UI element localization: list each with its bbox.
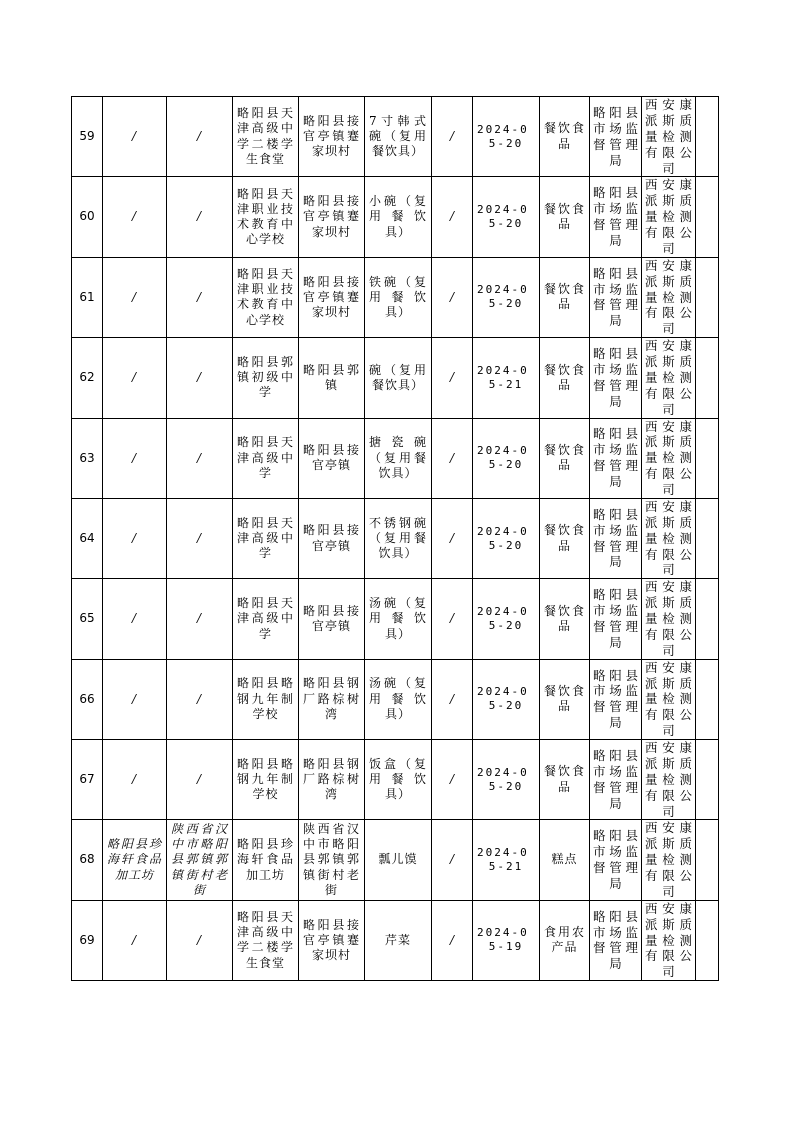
cell-testing-agency <box>642 338 696 418</box>
org-text: 略阳县市场监督管理局 <box>593 185 638 248</box>
spec-text: / <box>449 611 455 626</box>
sampled-unit-text: 略阳县天津高级中学 <box>237 515 294 561</box>
producer-addr-text: / <box>196 932 203 947</box>
cell-sampled-address <box>299 257 365 337</box>
producer-addr-text: / <box>196 129 203 144</box>
cell-category <box>540 498 590 578</box>
food-text: 小碗（复用餐饮具） <box>369 194 427 239</box>
producer-addr-text: / <box>196 370 203 385</box>
producer-text: / <box>131 530 138 545</box>
cell-note <box>696 97 719 177</box>
spec-text: / <box>449 450 455 465</box>
cell-producer-name <box>103 338 167 418</box>
cell-specification <box>432 579 473 659</box>
cell-sampled-unit <box>233 338 299 418</box>
date-text: 2024-05-21 <box>477 846 529 874</box>
table-row <box>72 177 719 257</box>
cell-task-source <box>590 177 642 257</box>
cell-date <box>473 659 540 739</box>
no-text: 68 <box>79 852 95 867</box>
cell-date <box>473 579 540 659</box>
cell-category <box>540 900 590 980</box>
cell-note <box>696 659 719 739</box>
cell-task-source <box>590 579 642 659</box>
cell-sampled-unit <box>233 418 299 498</box>
category-text: 餐饮食品 <box>544 684 585 714</box>
cell-producer-name <box>103 498 167 578</box>
table-row <box>72 659 719 739</box>
food-text: 7寸韩式碗（复用餐饮具） <box>369 113 427 159</box>
cell-food-name <box>365 97 432 177</box>
category-text: 餐饮食品 <box>544 603 585 633</box>
date-text: 2024-05-21 <box>477 363 529 391</box>
cell-category <box>540 338 590 418</box>
sampled-unit-text: 略阳县天津职业技术教育中心学校 <box>237 186 294 247</box>
cell-producer-name <box>103 659 167 739</box>
cell-date <box>473 900 540 980</box>
cell-task-source <box>590 418 642 498</box>
sampled-unit-text: 略阳县天津职业技术教育中心学校 <box>237 266 294 327</box>
cell-producer-address <box>167 257 233 337</box>
cell-testing-agency <box>642 659 696 739</box>
lab-text: 西安康派斯质量检测有限公司 <box>645 97 692 176</box>
org-text: 略阳县市场监督管理局 <box>593 265 638 329</box>
cell-serial-number <box>72 498 103 578</box>
cell-date <box>473 338 540 418</box>
spec-text: / <box>449 932 455 947</box>
cell-producer-address <box>167 820 233 900</box>
no-text: 60 <box>79 209 95 224</box>
cell-producer-name <box>103 418 167 498</box>
producer-text: / <box>131 209 138 224</box>
sampled-unit-text: 略阳县珍海轩食品加工坊 <box>237 837 294 882</box>
category-text: 餐饮食品 <box>544 764 585 794</box>
org-text: 略阳县市场监督管理局 <box>593 908 638 972</box>
cell-note <box>696 338 719 418</box>
spec-text: / <box>449 852 455 867</box>
table-row <box>72 900 719 980</box>
sampled-unit-text: 略阳县天津高级中学 <box>237 435 294 480</box>
cell-sampled-address <box>299 579 365 659</box>
cell-producer-address <box>167 659 233 739</box>
producer-text: / <box>131 932 138 947</box>
date-text: 2024-05-19 <box>477 926 529 954</box>
cell-category <box>540 659 590 739</box>
lab-text: 西安康派斯质量检测有限公司 <box>645 900 692 980</box>
org-text: 略阳县市场监督管理局 <box>593 346 638 409</box>
lab-text: 西安康派斯质量检测有限公司 <box>645 338 692 417</box>
category-text: 食用农产品 <box>544 925 585 955</box>
spec-text: / <box>449 530 455 545</box>
cell-note <box>696 498 719 578</box>
cell-sampled-address <box>299 97 365 177</box>
spec-text: / <box>449 209 455 224</box>
cell-producer-address <box>167 900 233 980</box>
date-text: 2024-05-20 <box>477 685 529 713</box>
cell-specification <box>432 177 473 257</box>
spec-text: / <box>449 370 455 385</box>
category-text: 餐饮食品 <box>544 282 585 312</box>
org-text: 略阳县市场监督管理局 <box>593 426 638 490</box>
cell-task-source <box>590 820 642 900</box>
cell-task-source <box>590 900 642 980</box>
food-text: 芹菜 <box>384 932 411 947</box>
producer-addr-text: / <box>196 772 203 787</box>
cell-serial-number <box>72 257 103 337</box>
cell-sampled-address <box>299 820 365 900</box>
date-text: 2024-05-20 <box>477 122 529 150</box>
producer-addr-text: 陕西省汉中市略阳县郭镇郭镇街村老街 <box>171 821 228 897</box>
cell-note <box>696 900 719 980</box>
cell-category <box>540 579 590 659</box>
spec-text: / <box>449 289 455 304</box>
cell-testing-agency <box>642 900 696 980</box>
no-text: 69 <box>79 932 95 947</box>
cell-testing-agency <box>642 177 696 257</box>
table-row <box>72 820 719 900</box>
table-row <box>72 97 719 177</box>
cell-producer-address <box>167 177 233 257</box>
cell-sampled-address <box>299 900 365 980</box>
cell-serial-number <box>72 740 103 820</box>
no-text: 64 <box>79 530 95 545</box>
cell-note <box>696 579 719 659</box>
producer-text: / <box>131 129 138 144</box>
cell-category <box>540 418 590 498</box>
cell-sampled-unit <box>233 498 299 578</box>
cell-task-source <box>590 498 642 578</box>
cell-producer-name <box>103 257 167 337</box>
org-text: 略阳县市场监督管理局 <box>593 828 638 891</box>
spec-text: / <box>449 772 455 787</box>
lab-text: 西安康派斯质量检测有限公司 <box>645 418 692 497</box>
food-text: 汤碗（复用餐饮具） <box>369 676 427 721</box>
sampled-addr-text: 略阳县接官亭镇 <box>303 442 360 473</box>
sampled-addr-text: 略阳县接官亭镇 <box>303 603 360 633</box>
cell-specification <box>432 740 473 820</box>
food-text: 汤碗（复用餐饮具） <box>369 596 427 641</box>
sampled-addr-text: 略阳县郭镇 <box>303 362 360 392</box>
cell-specification <box>432 257 473 337</box>
cell-producer-address <box>167 97 233 177</box>
lab-text: 西安康派斯质量检测有限公司 <box>645 820 692 899</box>
cell-testing-agency <box>642 820 696 900</box>
cell-category <box>540 820 590 900</box>
cell-sampled-unit <box>233 579 299 659</box>
sampled-addr-text: 略阳县接官亭镇蹇家坝村 <box>303 113 360 159</box>
cell-sampled-unit <box>233 177 299 257</box>
cell-sampled-address <box>299 740 365 820</box>
cell-producer-name <box>103 177 167 257</box>
sampled-addr-text: 陕西省汉中市略阳县郭镇郭镇街村老街 <box>303 821 360 897</box>
category-text: 餐饮食品 <box>544 201 585 232</box>
cell-task-source <box>590 659 642 739</box>
sampled-addr-text: 略阳县接官亭镇蹇家坝村 <box>303 194 360 239</box>
sampled-unit-text: 略阳县天津高级中学二楼学生食堂 <box>237 909 294 970</box>
date-text: 2024-05-20 <box>477 444 529 472</box>
cell-sampled-unit <box>233 257 299 337</box>
cell-note <box>696 257 719 337</box>
producer-text: / <box>131 772 138 787</box>
cell-producer-name <box>103 97 167 177</box>
cell-testing-agency <box>642 97 696 177</box>
producer-addr-text: / <box>196 289 203 304</box>
cell-category <box>540 740 590 820</box>
cell-producer-address <box>167 498 233 578</box>
cell-producer-name <box>103 820 167 900</box>
cell-food-name <box>365 257 432 337</box>
cell-note <box>696 418 719 498</box>
cell-serial-number <box>72 418 103 498</box>
sampled-unit-text: 略阳县天津高级中学 <box>237 596 294 641</box>
org-text: 略阳县市场监督管理局 <box>593 667 638 731</box>
spec-text: / <box>449 691 455 706</box>
cell-task-source <box>590 97 642 177</box>
cell-sampled-unit <box>233 740 299 820</box>
food-text: 碗（复用餐饮具） <box>369 362 427 392</box>
cell-sampled-address <box>299 498 365 578</box>
sampled-unit-text: 略阳县郭镇初级中学 <box>237 354 294 400</box>
producer-addr-text: / <box>196 209 203 224</box>
no-text: 66 <box>79 691 95 706</box>
cell-food-name <box>365 900 432 980</box>
spec-text: / <box>449 129 455 144</box>
cell-serial-number <box>72 338 103 418</box>
cell-sampled-address <box>299 418 365 498</box>
table-row <box>72 418 719 498</box>
cell-producer-address <box>167 740 233 820</box>
cell-testing-agency <box>642 257 696 337</box>
cell-date <box>473 177 540 257</box>
producer-text: / <box>131 611 138 626</box>
sampling-results-table <box>71 96 719 981</box>
cell-date <box>473 257 540 337</box>
cell-food-name <box>365 659 432 739</box>
category-text: 餐饮食品 <box>544 121 585 151</box>
cell-food-name <box>365 820 432 900</box>
sampled-addr-text: 略阳县接官亭镇蹇家坝村 <box>303 274 360 320</box>
producer-addr-text: / <box>196 691 203 706</box>
food-text: 不锈钢碗（复用餐饮具） <box>369 515 427 561</box>
sampled-unit-text: 略阳县略钢九年制学校 <box>237 756 294 802</box>
producer-addr-text: / <box>196 611 203 626</box>
cell-producer-address <box>167 338 233 418</box>
cell-producer-name <box>103 900 167 980</box>
sampled-addr-text: 略阳县钢厂路棕树湾 <box>303 756 360 802</box>
cell-food-name <box>365 498 432 578</box>
no-text: 62 <box>79 370 95 385</box>
cell-food-name <box>365 177 432 257</box>
no-text: 67 <box>79 772 95 787</box>
category-text: 餐饮食品 <box>544 442 585 473</box>
cell-specification <box>432 659 473 739</box>
cell-testing-agency <box>642 498 696 578</box>
org-text: 略阳县市场监督管理局 <box>593 104 638 168</box>
cell-task-source <box>590 338 642 418</box>
cell-specification <box>432 338 473 418</box>
cell-sampled-address <box>299 659 365 739</box>
no-text: 61 <box>79 289 95 304</box>
cell-specification <box>432 418 473 498</box>
producer-addr-text: / <box>196 450 203 465</box>
cell-category <box>540 257 590 337</box>
cell-serial-number <box>72 820 103 900</box>
cell-note <box>696 740 719 820</box>
no-text: 65 <box>79 611 95 626</box>
cell-testing-agency <box>642 579 696 659</box>
cell-serial-number <box>72 579 103 659</box>
cell-date <box>473 820 540 900</box>
date-text: 2024-05-20 <box>477 604 529 632</box>
table-row <box>72 498 719 578</box>
lab-text: 西安康派斯质量检测有限公司 <box>645 177 692 256</box>
cell-serial-number <box>72 900 103 980</box>
cell-producer-name <box>103 740 167 820</box>
sampled-unit-text: 略阳县天津高级中学二楼学生食堂 <box>237 106 294 166</box>
category-text: 糕点 <box>551 852 578 867</box>
producer-text: / <box>131 691 138 706</box>
cell-food-name <box>365 338 432 418</box>
cell-task-source <box>590 740 642 820</box>
cell-sampled-unit <box>233 97 299 177</box>
food-text: 铁碗（复用餐饮具） <box>369 274 427 320</box>
cell-category <box>540 177 590 257</box>
cell-date <box>473 418 540 498</box>
producer-text: / <box>131 370 138 385</box>
lab-text: 西安康派斯质量检测有限公司 <box>645 498 692 578</box>
category-text: 餐饮食品 <box>544 362 585 392</box>
cell-sampled-unit <box>233 659 299 739</box>
cell-date <box>473 740 540 820</box>
cell-specification <box>432 820 473 900</box>
food-text: 饭盒（复用餐饮具） <box>369 756 427 802</box>
table-row <box>72 579 719 659</box>
cell-note <box>696 177 719 257</box>
cell-task-source <box>590 257 642 337</box>
cell-producer-address <box>167 579 233 659</box>
sampled-addr-text: 略阳县钢厂路棕树湾 <box>303 676 360 721</box>
category-text: 餐饮食品 <box>544 523 585 553</box>
sampled-addr-text: 略阳县接官亭镇 <box>303 523 360 553</box>
cell-serial-number <box>72 97 103 177</box>
cell-testing-agency <box>642 740 696 820</box>
sampled-addr-text: 略阳县接官亭镇蹇家坝村 <box>303 917 360 963</box>
cell-sampled-address <box>299 338 365 418</box>
cell-specification <box>432 498 473 578</box>
cell-serial-number <box>72 177 103 257</box>
cell-food-name <box>365 740 432 820</box>
producer-text: 略阳县珍海轩食品加工坊 <box>107 837 162 882</box>
cell-date <box>473 498 540 578</box>
lab-text: 西安康派斯质量检测有限公司 <box>645 579 692 658</box>
cell-testing-agency <box>642 418 696 498</box>
table-body <box>72 97 719 981</box>
cell-producer-address <box>167 418 233 498</box>
date-text: 2024-05-20 <box>477 765 529 793</box>
cell-date <box>473 97 540 177</box>
cell-category <box>540 97 590 177</box>
no-text: 63 <box>79 450 95 465</box>
org-text: 略阳县市场监督管理局 <box>593 506 638 570</box>
date-text: 2024-05-20 <box>477 203 529 231</box>
org-text: 略阳县市场监督管理局 <box>593 747 638 811</box>
lab-text: 西安康派斯质量检测有限公司 <box>645 257 692 337</box>
producer-text: / <box>131 289 138 304</box>
cell-producer-name <box>103 579 167 659</box>
cell-serial-number <box>72 659 103 739</box>
cell-sampled-unit <box>233 820 299 900</box>
cell-food-name <box>365 418 432 498</box>
producer-text: / <box>131 450 138 465</box>
table-row <box>72 257 719 337</box>
cell-specification <box>432 97 473 177</box>
sampled-unit-text: 略阳县略钢九年制学校 <box>237 676 294 721</box>
cell-sampled-unit <box>233 900 299 980</box>
table-row <box>72 740 719 820</box>
food-text: 瓢儿馍 <box>378 852 418 867</box>
lab-text: 西安康派斯质量检测有限公司 <box>645 740 692 819</box>
cell-food-name <box>365 579 432 659</box>
cell-specification <box>432 900 473 980</box>
org-text: 略阳县市场监督管理局 <box>593 587 638 650</box>
date-text: 2024-05-20 <box>477 283 529 311</box>
producer-addr-text: / <box>196 530 203 545</box>
cell-note <box>696 820 719 900</box>
food-text: 搪瓷碗（复用餐饮具） <box>369 435 427 480</box>
table-row <box>72 338 719 418</box>
date-text: 2024-05-20 <box>477 524 529 552</box>
lab-text: 西安康派斯质量检测有限公司 <box>645 659 692 739</box>
cell-sampled-address <box>299 177 365 257</box>
no-text: 59 <box>79 129 95 144</box>
